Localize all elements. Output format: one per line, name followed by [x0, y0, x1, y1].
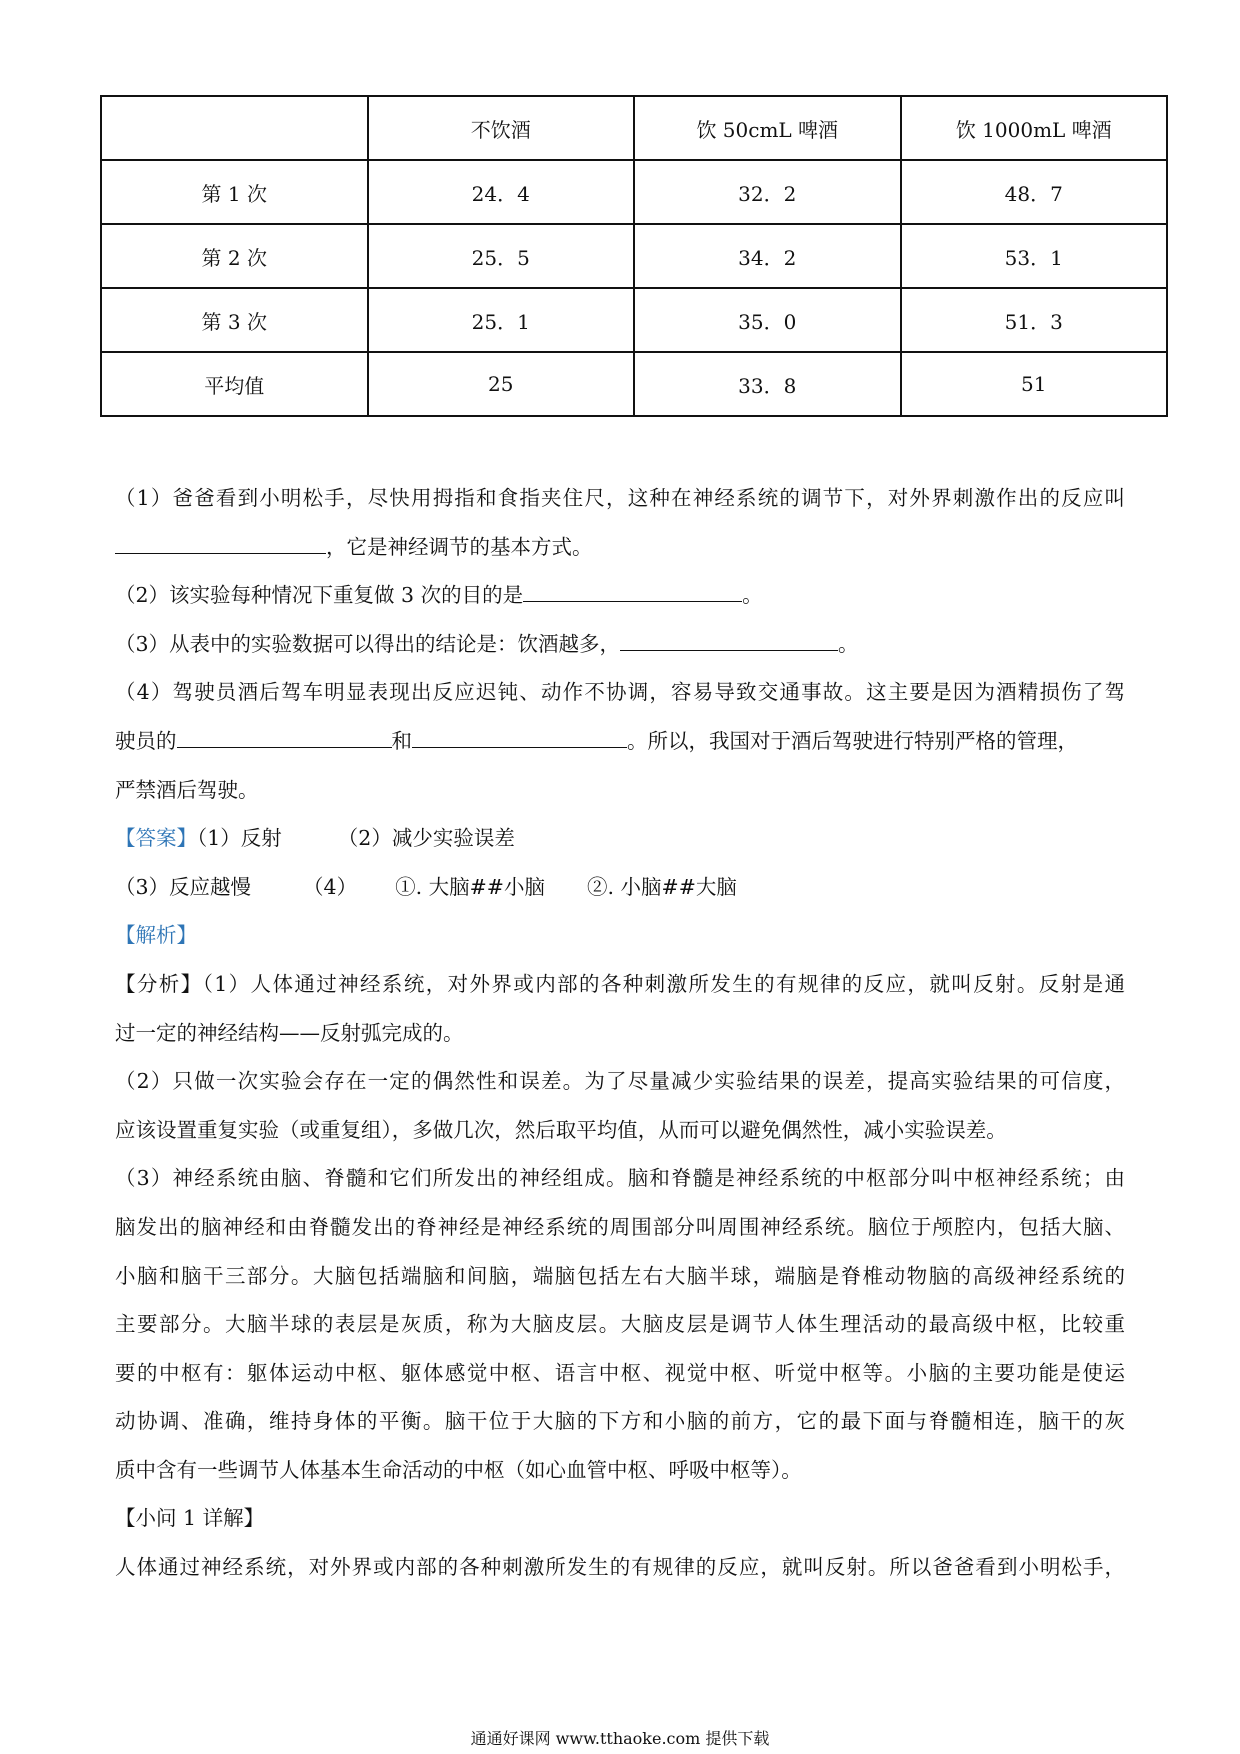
table-cell: 51．3 — [901, 288, 1168, 352]
answer-blank — [523, 571, 742, 602]
analysis-line: 【分析】（1）人体通过神经系统，对外界或内部的各种刺激所发生的有规律的反应，就叫反射。反射是通 — [115, 971, 1125, 996]
table-row — [101, 352, 1167, 416]
answer-label: 【答案】 — [115, 826, 197, 851]
table-cell: 24．4 — [368, 160, 635, 224]
table-row — [101, 224, 1167, 288]
question-4-line: （4）驾驶员酒后驾车明显表现出反应迟钝、动作不协调，容易导致交通事故。这主要是因为酒精损伤了驾 — [115, 680, 1125, 705]
answer-text: ①. 大脑##小脑 — [395, 874, 545, 899]
analysis-line: （2）只做一次实验会存在一定的偶然性和误差。为了尽量减少实验结果的误差，提高实验结果的可信度， — [115, 1069, 1125, 1094]
question-text: 。 — [838, 631, 859, 656]
table-cell: 33．8 — [634, 352, 901, 416]
table-header-cell: 不饮酒 — [368, 96, 635, 160]
table-row — [101, 160, 1167, 224]
question-2-line — [115, 571, 1125, 620]
analysis-line: 要的中枢有：躯体运动中枢、躯体感觉中枢、语言中枢、视觉中枢、听觉中枢等。小脑的主要功能是使运 — [115, 1360, 1125, 1385]
table-header-cell — [101, 96, 368, 160]
analysis-label: 【解析】 — [115, 923, 197, 948]
question-text: 。所以，我国对于酒后驾驶进行特别严格的管理， — [627, 728, 1078, 753]
answer-text: （1）反射 — [197, 826, 282, 851]
question-text: （3）从表中的实验数据可以得出的结论是：饮酒越多， — [115, 631, 621, 656]
table-header-cell: 饮 1000mL 啤酒 — [901, 96, 1168, 160]
table-cell: 25．1 — [368, 288, 635, 352]
table-cell: 第 1 次 — [101, 160, 368, 224]
analysis-line: 脑发出的脑神经和由脊髓发出的脊神经是神经系统的周围部分叫周围神经系统。脑位于颅腔内，包括大脑、 — [115, 1214, 1125, 1239]
table-row — [101, 288, 1167, 352]
analysis-line: 主要部分。大脑半球的表层是灰质，称为大脑皮层。大脑皮层是调节人体生理活动的最高级中枢，比较重 — [115, 1312, 1125, 1337]
table-cell: 34．2 — [634, 224, 901, 288]
analysis-line: （3）神经系统由脑、脊髓和它们所发出的神经组成。脑和脊髓是神经系统的中枢部分叫中枢神经系统；由 — [115, 1166, 1125, 1191]
question-text: 。 — [742, 583, 763, 608]
analysis-line: 应该设置重复实验（或重复组），多做几次，然后取平均值，从而可以避免偶然性，减小实验误差。 — [115, 1117, 1007, 1142]
table-cell: 25．5 — [368, 224, 635, 288]
question-1-line: （1）爸爸看到小明松手，尽快用拇指和食指夹住尺，这种在神经系统的调节下，对外界刺激作出的反应叫 — [115, 486, 1125, 510]
table-cell: 平均值 — [101, 352, 368, 416]
answer-line-2 — [115, 863, 1125, 912]
table-cell: 25 — [368, 352, 635, 416]
table-header-cell: 饮 50cmL 啤酒 — [634, 96, 901, 160]
subquestion-heading: 【小问 1 详解】 — [115, 1506, 265, 1531]
question-text: 和 — [391, 728, 412, 753]
table-cell: 51 — [901, 352, 1168, 416]
table-cell: 53．1 — [901, 224, 1168, 288]
answer-text: （3）反应越慢 — [115, 874, 252, 899]
page-footer: 通通好课网 www.tthaoke.com 提供下载 — [470, 1729, 770, 1748]
question-3-line — [115, 620, 1125, 669]
question-text: 驶员的 — [115, 728, 177, 753]
document-body — [115, 474, 1125, 1592]
table-cell: 第 2 次 — [101, 224, 368, 288]
answer-line-1 — [115, 814, 1125, 863]
data-table — [100, 95, 1168, 417]
analysis-line: 动协调、准确，维持身体的平衡。脑干位于大脑的下方和小脑的前方，它的最下面与脊髓相连，脑干的灰 — [115, 1409, 1125, 1434]
answer-blank — [412, 717, 627, 748]
question-1-line-2 — [115, 523, 1125, 572]
table-cell: 35．0 — [634, 288, 901, 352]
table-cell: 第 3 次 — [101, 288, 368, 352]
answer-blank — [115, 523, 326, 554]
answer-blank — [620, 620, 838, 651]
answer-text: ②. 小脑##大脑 — [586, 874, 737, 899]
question-text: ，它是神经调节的基本方式。 — [326, 534, 593, 559]
table-cell: 32．2 — [634, 160, 901, 224]
answer-text: （4） — [303, 874, 358, 899]
question-4-line-2 — [115, 717, 1125, 766]
table-cell: 48．7 — [901, 160, 1168, 224]
answer-blank — [177, 717, 392, 748]
analysis-line: 小脑和脑干三部分。大脑包括端脑和间脑，端脑包括左右大脑半球，端脑是脊椎动物脑的高级神经系统的 — [115, 1263, 1125, 1288]
table-header-row — [101, 96, 1167, 160]
analysis-line: 质中含有一些调节人体基本生命活动的中枢（如心血管中枢、呼吸中枢等）。 — [115, 1457, 802, 1482]
analysis-line: 过一定的神经结构——反射弧完成的。 — [115, 1020, 464, 1045]
question-text: （2）该实验每种情况下重复做 3 次的目的是 — [115, 583, 524, 608]
answer-text: （2）减少实验误差 — [337, 826, 515, 851]
analysis-line: 人体通过神经系统，对外界或内部的各种刺激所发生的有规律的反应，就叫反射。所以爸爸看到小明松手， — [115, 1555, 1125, 1580]
question-4-line-3: 严禁酒后驾驶。 — [115, 777, 259, 802]
